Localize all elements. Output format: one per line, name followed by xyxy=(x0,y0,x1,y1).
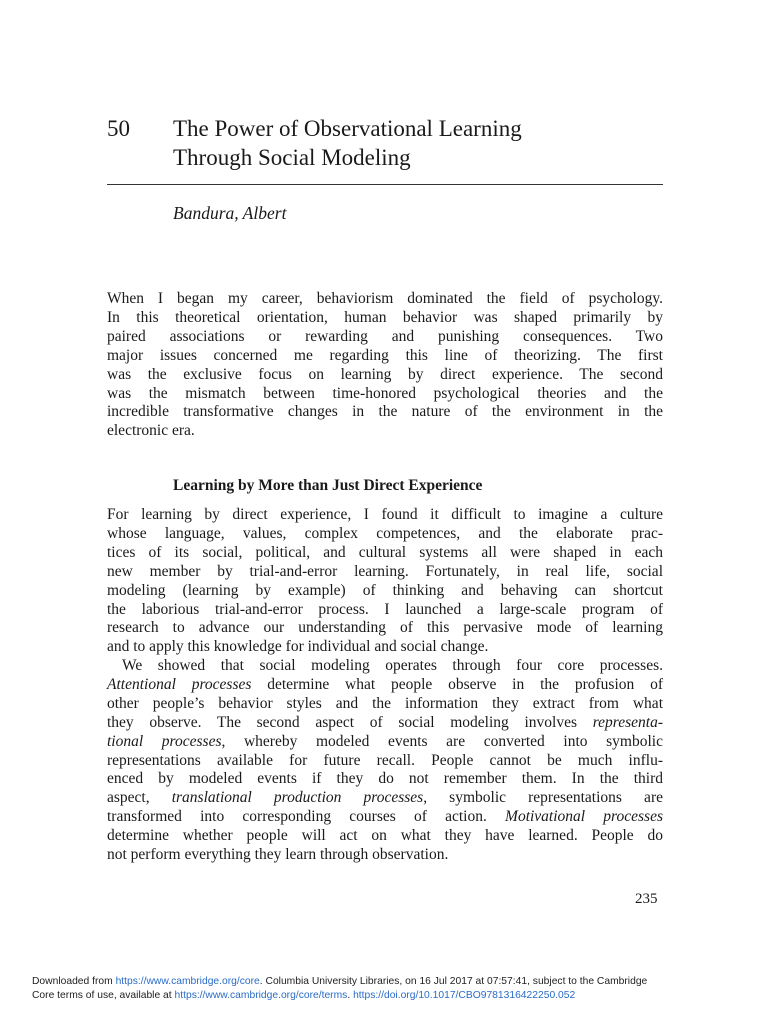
text-line: When I began my career, behaviorism dominated the field of psychology. xyxy=(107,290,663,307)
chapter-title-line: The Power of Observational Learning xyxy=(173,116,522,141)
italic-term: Motivational processes xyxy=(505,808,663,826)
text-line xyxy=(107,808,663,827)
text-line: was the mismatch between time-honored psychological theories and the xyxy=(107,384,663,402)
text-line: major issues concerned me regarding this line of theorizing. The first xyxy=(107,346,663,364)
text-line: tices of its social, political, and cultural systems all were shaped in each xyxy=(107,543,663,561)
text-fragment: , symbolic representations are xyxy=(423,789,663,807)
text-line: enced by modeled events if they do not remember them. In the third xyxy=(107,770,663,788)
text-line: new member by trial-and-error learning. Fortunately, in real life, social xyxy=(107,562,663,580)
italic-term: translational production processes xyxy=(171,789,424,807)
chapter-title xyxy=(173,114,663,172)
italic-term: tional processes xyxy=(107,732,222,750)
download-footer xyxy=(32,975,744,1003)
footer-line xyxy=(32,989,744,1003)
text-line: the laborious trial-and-error process. I launched a large-scale program of xyxy=(107,600,663,618)
text-line: We showed that social modeling operates through four core processes. xyxy=(122,657,663,674)
author-name: Bandura, Albert xyxy=(173,203,287,223)
chapter-number: 50 xyxy=(107,116,130,141)
text-line: determine whether people will act on what they have learned. People do xyxy=(107,827,663,845)
text-line: other people’s behavior styles and the information they extract from what xyxy=(107,694,663,712)
text-line: research to advance our understanding of this pervasive mode of learning xyxy=(107,619,663,637)
text-line: For learning by direct experience, I found it difficult to imagine a culture xyxy=(107,506,663,523)
footer-text: Downloaded from xyxy=(32,976,116,987)
text-fragment: , whereby modeled events are converted into symbolic xyxy=(221,732,663,750)
text-line xyxy=(107,676,663,695)
footer-text: Core terms of use, available at xyxy=(32,990,175,1001)
body-paragraph-1 xyxy=(107,506,663,657)
text-line: modeling (learning by example) of thinking and behaving can shortcut xyxy=(107,581,663,599)
text-line: not perform everything they learn through observation. xyxy=(107,846,449,864)
footer-line xyxy=(32,975,744,989)
text-line: incredible transformative changes in the nature of the environment in the xyxy=(107,403,663,421)
text-line: representations available for future recall. People cannot be much influ- xyxy=(107,751,663,769)
text-line: paired associations or rewarding and punishing consequences. Two xyxy=(107,327,663,345)
text-line xyxy=(107,789,663,808)
terms-link[interactable]: https://www.cambridge.org/core/terms xyxy=(174,990,348,1001)
text-line: electronic era. xyxy=(107,422,195,440)
italic-term: Attentional processes xyxy=(107,675,252,693)
section-heading: Learning by More than Just Direct Experience xyxy=(173,477,483,494)
text-line: whose language, values, complex competences, and the elaborate prac- xyxy=(107,524,663,542)
chapter-title-line: Through Social Modeling xyxy=(173,145,411,170)
text-fragment: transformed into corresponding courses of action. xyxy=(107,808,506,826)
cambridge-core-link[interactable]: https://www.cambridge.org/core xyxy=(115,976,260,987)
footer-text: . Columbia University Libraries, on 16 Jul 2017 at 07:57:41, subject to the Cambridge xyxy=(259,976,648,987)
body-paragraph-2 xyxy=(107,657,663,865)
text-line: and to apply this knowledge for individual and social change. xyxy=(107,638,489,656)
italic-term: representa- xyxy=(592,713,663,731)
title-rule xyxy=(107,184,663,185)
text-line: In this theoretical orientation, human behavior was shaped primarily by xyxy=(107,308,663,326)
page-number: 235 xyxy=(635,891,658,907)
footer-text: . xyxy=(347,990,354,1001)
intro-paragraph xyxy=(107,290,663,441)
text-fragment: determine what people observe in the profusion of xyxy=(251,675,663,693)
text-fragment: aspect, xyxy=(107,789,172,807)
text-line xyxy=(107,733,663,752)
text-line xyxy=(107,714,663,733)
text-line: was the exclusive focus on learning by direct experience. The second xyxy=(107,365,663,383)
doi-link[interactable]: https://doi.org/10.1017/CBO9781316422250.052 xyxy=(353,990,576,1001)
text-fragment: they observe. The second aspect of social modeling involves xyxy=(107,713,593,731)
